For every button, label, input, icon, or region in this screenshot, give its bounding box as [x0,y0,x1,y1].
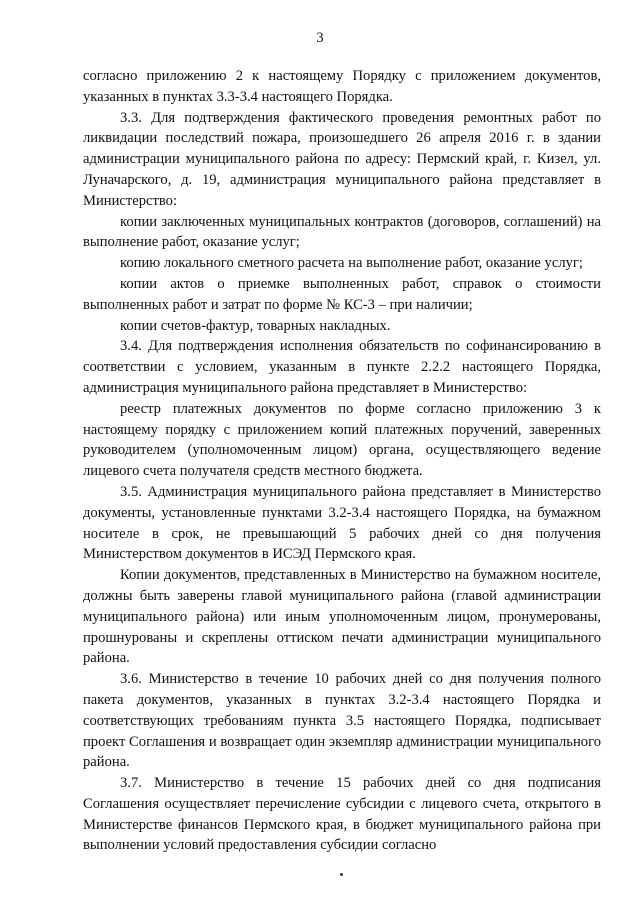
list-item-invoices: копии счетов-фактур, товарных накладных. [120,317,391,334]
list-item-payment-register: реестр платежных документов по форме согласно приложению 3 к настоящему порядку с приложением копий платежных поручений, заверенных руководителем (уполномоченным лицом) органа, осуществляющего ведение лицевого счета получателя средств местного бюджета. [83,400,601,480]
list-item-estimate: копию локального сметного расчета на выполнение работ, оказание услуг; [120,255,583,272]
page-number: 3 [316,30,324,46]
list-item-contracts: копии заключенных муниципальных контрактов (договоров, соглашений) на выполнение работ, оказание услуг; [83,213,601,251]
paragraph-3-7: 3.7. Министерство в течение 15 рабочих дней со дня подписания Соглашения осуществляет перечисление субсидии с лицевого счета, открытого в Министерстве финансов Пермского края, в бюджет муниципального района при выполнении условий предоставления субсидии согласно [83,775,601,854]
paragraph-3-6: 3.6. Министерство в течение 10 рабочих дней со дня получения полного пакета документов, указанных в пунктах 3.2-3.4 настоящего Порядка и соответствующих требованиям пункта 3.5 настоящего Порядка, подписывает проект Соглашения и возвращает один экземпляр администрации муниципального района. [83,671,601,771]
list-item-acceptance-acts: копии актов о приемке выполненных работ, справок о стоимости выполненных работ и затрат по форме № КС-3 – при наличии; [83,275,601,313]
paragraph-3-4: 3.4. Для подтверждения исполнения обязательств по софинансированию в соответствии с условием, указанным в пункте 2.2.2 настоящего Порядка, администрация муниципального района представляет в Министерство: [83,338,601,396]
scan-dot [340,873,343,876]
paragraph-3-3: 3.3. Для подтверждения фактического проведения ремонтных работ по ликвидации последствий пожара, произошедшего 26 апреля 2016 г. в здании администрации муниципального района по адресу: Пермский край, г. Кизел, ул. Луначарского, д. 19, администрация муниципального района представляет в Министерство: [83,109,601,209]
paragraph-3-5: 3.5. Администрация муниципального района представляет в Министерство документы, установленные пунктами 3.2-3.4 настоящего Порядка, на бумажном носителе в срок, не превышающий 5 рабочих дней со дня получения Министерством документов в ИСЭД Пермского края. [83,483,601,563]
document-body [83,66,601,856]
paragraph-continuation: согласно приложению 2 к настоящему Порядку с приложением документов, указанных в пунктах 3.3-3.4 настоящего Порядка. [83,68,601,105]
paragraph-document-copies: Копии документов, представленных в Министерство на бумажном носителе, должны быть заверены главой муниципального района (главой администрации муниципального района) или иным уполномоченным лицом, пронумерованы, прошнурованы и скреплены оттиском печати администрации муниципального района. [83,567,601,667]
